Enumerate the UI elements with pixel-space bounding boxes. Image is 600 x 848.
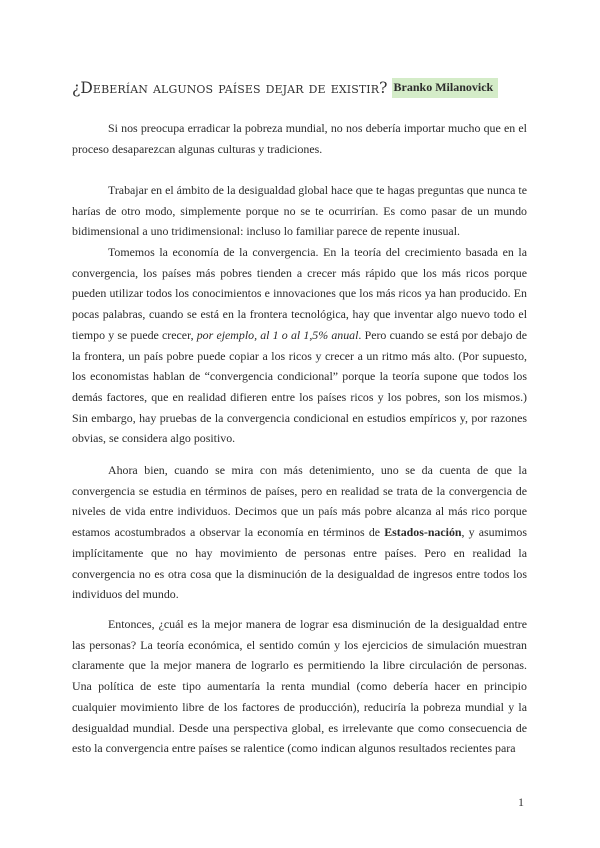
document-page: [72, 70, 528, 756]
paragraph-3: [72, 242, 527, 449]
article-title: ¿Deberían algunos países dejar de existir?: [72, 79, 388, 97]
paragraph-1: Si nos preocupa erradicar la pobreza mundial, no nos debería importar mucho que en el proceso desaparezcan algunas culturas y tradiciones.: [72, 121, 527, 156]
paragraph-4-text-b: , y asumimos implícitamente que no hay movimiento de personas entre países. Pero en realidad la convergencia no es otra cosa que la disminución de la desigualdad de ingresos entre todos los individuos del mundo.: [72, 525, 528, 602]
paragraph-5: Entonces, ¿cuál es la mejor manera de lograr esa disminución de la desigualdad entre las personas? La teoría económica, el sentido común y los ejercicios de simulación muestran claramente que la mejor manera de lograrlo es permitiendo la libre circulación de personas. Una política de este tipo aumentaría la renta mundial (como debería hacer en principio cualquier movimiento libre de los factores de producción), reduciría la pobreza mundial y la desigualdad mundial. Desde una perspectiva global, es irrelevante que como consecuencia de esto la convergencia entre países se ralentice (como indican algunos resultados recientes para: [72, 617, 527, 756]
paragraph-2: Trabajar en el ámbito de la desigualdad global hace que te hagas preguntas que nunca te harías de otro modo, simplemente porque no se te ocurrirían. Es como pasar de un mundo bidimensional a uno tridimensional: incluso lo familiar parece de repente inusual.: [72, 183, 527, 239]
author-name: Branko Milanovick: [392, 78, 499, 98]
paragraph-4-bold: Estados-nación: [380, 525, 462, 540]
title-row: [72, 70, 527, 106]
paragraph-3-italic: por ejemplo, al 1 o al 1,5% anual: [193, 327, 359, 342]
paragraph-3-text-b: . Pero cuando se está por debajo de la frontera, un país pobre puede copiar a los ricos y crecer a un ritmo más alto. (Por supuesto, los economistas hablan de “convergencia condicional” porque la teoría supone que todos los demás factores, que en realidad difieren entre los países ricos y los pobres, son los mismos.) Sin embargo, hay pruebas de la convergencia condicional en estudios empíricos y, por razones obvias, se considera algo positivo.: [72, 327, 527, 446]
paragraph-4: [72, 460, 527, 605]
page-number: 1: [518, 795, 524, 809]
paragraph-4-text-a: Ahora bien, cuando se mira con más detenimiento, uno se da cuenta de que la convergencia se estudia en términos de países, pero en realidad se trata de la convergencia de niveles de vida entre individuos. Decimos que un país más pobre alcanza al más rico porque estamos acostumbrados a observar la economía en términos de: [72, 463, 527, 540]
paragraph-3-text-a: Tomemos la economía de la convergencia. En la teoría del crecimiento basada en la convergencia, los países más pobres tienden a crecer más rápido que los más ricos porque pueden utilizar todos los conocimientos e innovaciones que los más ricos ya han producido. En pocas palabras, cuando se está en la frontera tecnológica, hay que inventar algo nuevo todo el tiempo y se puede crecer,: [72, 245, 527, 342]
